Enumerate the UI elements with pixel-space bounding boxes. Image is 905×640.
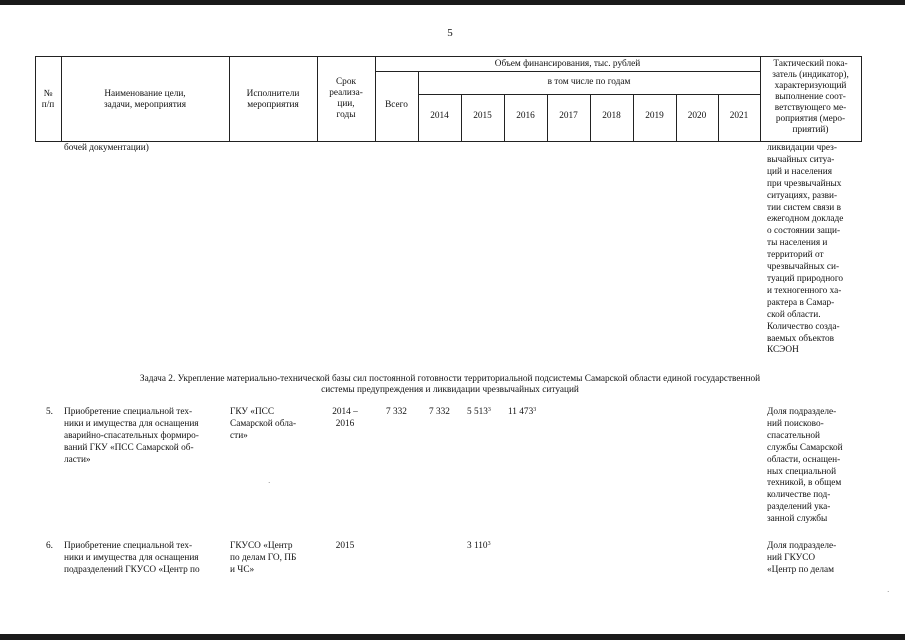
header-year-2019: 2019 bbox=[645, 111, 664, 121]
row-5-executors: ГКУ «ПСС Самарской обла- сти» bbox=[230, 407, 297, 441]
header-col-term: Срок реализа- ции, годы bbox=[329, 77, 363, 120]
header-fin-group: Объем финансирования, тыс. рублей bbox=[494, 59, 641, 69]
row-6-number: 6. bbox=[46, 541, 53, 551]
header-year-2016: 2016 bbox=[516, 111, 535, 121]
header-col-no: № п/п bbox=[41, 89, 55, 110]
col-border bbox=[861, 56, 862, 142]
header-col-total: Всего bbox=[385, 100, 408, 110]
row-5-total: 7 332 bbox=[386, 407, 407, 417]
page-number: 5 bbox=[447, 27, 453, 39]
task-heading-line-2: системы предупреждения и ликвидации чрезвычайных ситуаций bbox=[321, 385, 579, 395]
row-6-term: 2015 bbox=[335, 541, 355, 551]
header-col-name: Наименование цели, задачи, мероприятия bbox=[103, 89, 187, 110]
header-year-2017: 2017 bbox=[559, 111, 578, 121]
row-5-2016: 11 $473^3$ bbox=[508, 407, 537, 417]
scan-dot: · bbox=[268, 479, 271, 487]
row-5-term: 2014 – 2016 bbox=[332, 407, 358, 429]
row-5-2015: 5 $513^3$ bbox=[467, 407, 491, 417]
fin-group-rule bbox=[375, 71, 760, 72]
scan-dot: · bbox=[887, 588, 890, 596]
header-col-executors: Исполнители мероприятия bbox=[246, 89, 300, 110]
header-col-indicator: Тактический пока- затель (индикатор), характеризующий выполнение соот- ветствующего ме- роприятия (меро- приятий) bbox=[772, 59, 849, 135]
row-6-executors: ГКУСО «Центр по делам ГО, ПБ и ЧС» bbox=[230, 541, 297, 575]
header-top-rule bbox=[35, 56, 861, 57]
header-year-2014: 2014 bbox=[430, 111, 449, 121]
continued-name: бочей документации) bbox=[64, 143, 149, 153]
header-year-2018: 2018 bbox=[602, 111, 621, 121]
header-years-group: в том числе по годам bbox=[547, 77, 631, 87]
header-bottom-rule bbox=[35, 141, 861, 142]
row-6-indicator: Доля подразделе- ний ГКУСО «Центр по делам bbox=[767, 541, 837, 575]
top-scan-border bbox=[0, 0, 905, 5]
bottom-scan-border bbox=[0, 634, 905, 640]
row-6-2015: 3 $110^3$ bbox=[467, 541, 491, 551]
header-year-2021: 2021 bbox=[729, 111, 749, 121]
header-year-2020: 2020 bbox=[687, 111, 707, 121]
row-5-indicator: Доля подразделе- ний поисково- спасательной службы Самарской области, оснащен- ных специальной техникой, в общем количестве под- разделений ука- занной службы bbox=[767, 407, 843, 525]
row-5-number: 5. bbox=[46, 407, 53, 417]
continued-indicator: ликвидации чрез- вычайных ситуа- ций и населения при чрезвычайных ситуациях, разви- тии систем связи в ежегодном докладе о состоянии защи- ты населения и территорий от чрезвычайных си- туаций природного и техногенного ха- рактера в Самар- ской области. Количество созда- ваемых объектов КСЭОН bbox=[767, 143, 844, 356]
row-5-2014: 7 332 bbox=[429, 407, 450, 417]
row-6-name: Приобретение специальной тех- ники и имущества для оснащения подразделений ГКУСО «Центр по bbox=[64, 541, 200, 575]
header-year-2015: 2015 bbox=[473, 111, 492, 121]
task-heading-line-1: Задача 2. Укрепление материально-технической базы сил постоянной готовности территориальной подсистемы Самарской области единой государственной bbox=[139, 374, 761, 384]
row-5-name: Приобретение специальной тех- ники и имущества для оснащения аварийно-спасательных формиро- ваний ГКУ «ПСС Самарской об- ласти» bbox=[64, 407, 199, 465]
years-group-rule bbox=[418, 94, 760, 95]
